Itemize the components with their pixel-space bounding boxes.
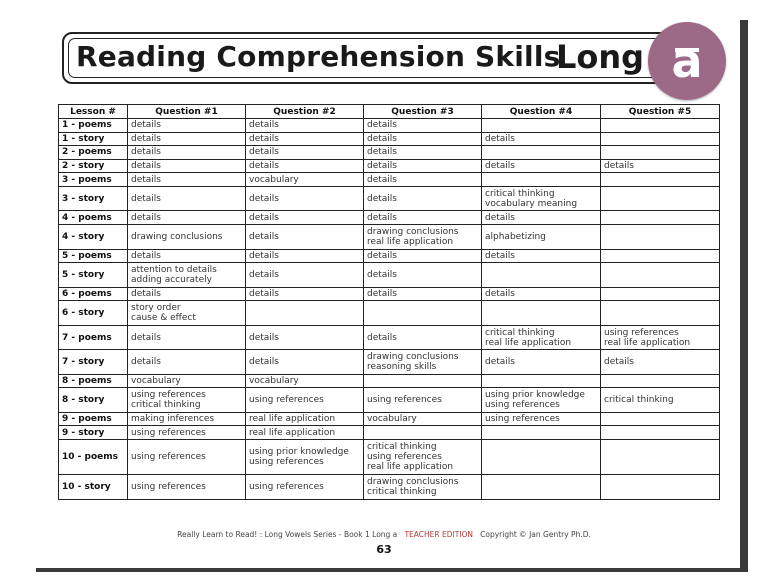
skill-text: using references [367,395,442,406]
skill-text: details [367,120,397,131]
question-cell [482,159,601,173]
skill-text: details [249,288,279,299]
skill-text: details [131,133,161,144]
question-cell [601,301,720,326]
skill-text: alphabetizing [485,231,546,242]
lesson-cell: 9 - story [59,426,128,440]
question-cell [128,287,246,301]
skill-text: critical thinking [367,486,437,497]
question-cell [601,159,720,173]
skill-text: details [485,161,515,172]
question-cell [601,263,720,288]
table-row [59,475,720,500]
question-cell [128,426,246,440]
question-cell [482,374,601,388]
footer-credits [0,530,768,539]
footer-edition: TEACHER EDITION [404,530,473,539]
question-cell [246,374,364,388]
skill-text: critical thinking [604,395,674,406]
question-cell [246,211,364,225]
skill-text: details [249,120,279,131]
question-cell [246,325,364,350]
skill-text: using references [131,452,206,463]
question-cell [128,263,246,288]
question-cell [482,263,601,288]
question-cell [128,132,246,146]
question-cell [128,440,246,475]
question-cell [601,249,720,263]
skill-text: details [485,288,515,299]
lesson-cell: 7 - story [59,350,128,375]
skill-text: details [249,212,279,223]
skill-text: details [249,147,279,158]
skill-text: details [249,161,279,172]
skill-text: using references [131,390,206,401]
skill-text: details [131,250,161,261]
column-header: Question #4 [482,105,601,119]
lesson-cell: 4 - poems [59,211,128,225]
skill-text: using references [604,327,679,338]
question-cell [482,119,601,133]
question-cell [364,211,482,225]
question-cell [364,132,482,146]
skill-text: vocabulary [249,376,299,387]
question-cell [246,440,364,475]
question-cell [128,475,246,500]
skill-text: vocabulary meaning [485,198,578,209]
table-row [59,211,720,225]
table-row [59,132,720,146]
question-cell [364,440,482,475]
question-cell [128,412,246,426]
skill-text: using references [485,400,560,411]
lesson-cell: 7 - poems [59,325,128,350]
table-row [59,263,720,288]
skill-text: details [367,161,397,172]
skill-text: using prior knowledge [249,447,349,458]
table-row [59,146,720,160]
skill-text: real life application [249,427,336,438]
question-cell [482,186,601,211]
table-row [59,249,720,263]
question-cell [246,159,364,173]
question-cell [482,440,601,475]
table-row [59,440,720,475]
question-cell [601,173,720,187]
question-cell [246,350,364,375]
question-cell [128,211,246,225]
question-cell [246,173,364,187]
question-cell [482,350,601,375]
question-cell [246,426,364,440]
skill-text: details [249,250,279,261]
skill-text: real life application [367,462,454,473]
table-row [59,325,720,350]
lesson-cell: 9 - poems [59,412,128,426]
lesson-cell: 1 - story [59,132,128,146]
question-cell [601,119,720,133]
question-cell [128,301,246,326]
question-cell [364,263,482,288]
table-row [59,388,720,413]
question-cell [128,374,246,388]
skill-text: drawing conclusions [367,476,459,487]
skill-text: details [367,250,397,261]
question-cell [128,159,246,173]
column-header: Question #1 [128,105,246,119]
column-header: Question #3 [364,105,482,119]
table-body [59,119,720,500]
skill-text: vocabulary [249,174,299,185]
skill-text: details [249,269,279,280]
skill-text: details [131,288,161,299]
table-row [59,119,720,133]
skill-text: drawing conclusions [367,226,459,237]
skill-text: using references [249,395,324,406]
question-cell [364,225,482,250]
question-cell [246,412,364,426]
question-cell [364,412,482,426]
skill-text: making inferences [131,414,215,425]
skill-text: details [249,357,279,367]
skill-text: details [367,133,397,144]
skill-text: vocabulary [367,414,417,425]
question-cell [482,146,601,160]
lesson-cell: 2 - poems [59,146,128,160]
skill-text: details [131,161,161,172]
skill-text: details [131,212,161,223]
question-cell [128,173,246,187]
question-cell [246,287,364,301]
skill-text: details [131,332,161,343]
lesson-cell: 5 - story [59,263,128,288]
skill-text: using references [485,414,560,425]
question-cell [482,132,601,146]
question-cell [601,440,720,475]
question-cell [364,388,482,413]
question-cell [128,146,246,160]
table-row [59,412,720,426]
question-cell [364,173,482,187]
lesson-cell: 3 - story [59,186,128,211]
skill-text: details [367,147,397,158]
question-cell [601,225,720,250]
skill-text: details [367,269,397,280]
question-cell [482,211,601,225]
column-header: Lesson # [59,105,128,119]
question-cell [128,350,246,375]
skill-text: critical thinking [367,442,437,453]
skill-text: details [604,161,634,172]
question-cell [246,186,364,211]
skill-text: drawing conclusions [131,231,223,242]
lesson-cell: 8 - story [59,388,128,413]
question-cell [601,374,720,388]
skill-text: details [604,357,634,367]
skill-text: details [249,231,279,242]
question-cell [246,146,364,160]
skill-text: using references [131,481,206,492]
skill-text: details [485,357,515,367]
question-cell [364,249,482,263]
question-cell [364,287,482,301]
skill-text: details [367,212,397,223]
skill-text: details [485,133,515,144]
question-cell [246,249,364,263]
question-cell [601,475,720,500]
skill-text: critical thinking [131,400,201,411]
skill-text: reasoning skills [367,362,437,372]
question-cell [364,325,482,350]
lesson-cell: 6 - poems [59,287,128,301]
skill-text: details [367,332,397,343]
table-row [59,374,720,388]
skill-text: details [131,357,161,367]
question-cell [601,388,720,413]
question-cell [601,186,720,211]
table-header-row [59,105,720,119]
question-cell [482,388,601,413]
question-cell [128,249,246,263]
question-cell [364,350,482,375]
skill-text: details [249,332,279,343]
lesson-cell: 5 - poems [59,249,128,263]
question-cell [601,412,720,426]
skill-text: real life application [604,337,691,348]
skill-text: adding accurately [131,274,212,285]
question-cell [601,146,720,160]
table-row [59,287,720,301]
table-row [59,225,720,250]
skills-table [58,104,720,500]
question-cell [601,325,720,350]
question-cell [364,159,482,173]
question-cell [128,325,246,350]
question-cell [246,475,364,500]
skill-text: using references [367,452,442,463]
table-row [59,301,720,326]
skill-text: using references [249,457,324,468]
question-cell [364,301,482,326]
skill-text: vocabulary [131,376,181,387]
question-cell [128,119,246,133]
question-cell [601,350,720,375]
page-title: Reading Comprehension Skills [76,40,561,73]
lesson-cell: 6 - story [59,301,128,326]
question-cell [601,426,720,440]
question-cell [128,388,246,413]
table-row [59,186,720,211]
long-a-badge [648,22,726,100]
skill-text: using references [249,481,324,492]
question-cell [246,263,364,288]
question-cell [482,426,601,440]
skill-text: details [367,288,397,299]
skill-text: using prior knowledge [485,390,585,401]
question-cell [482,412,601,426]
lesson-cell: 3 - poems [59,173,128,187]
badge-letter: a [671,34,703,88]
skill-text: using references [131,427,206,438]
question-cell [482,325,601,350]
skill-text: real life application [485,337,572,348]
question-cell [246,225,364,250]
skill-text: details [131,147,161,158]
skill-text: story order [131,303,181,313]
skill-text: real life application [249,414,336,425]
page-number: 63 [376,543,392,556]
question-cell [364,475,482,500]
column-header: Question #2 [246,105,364,119]
question-cell [601,211,720,225]
question-cell [364,146,482,160]
skill-text: cause & effect [131,313,196,323]
table-row [59,173,720,187]
lesson-cell: 4 - story [59,225,128,250]
footer-series: Really Learn to Read! : Long Vowels Series - Book 1 Long a [177,530,398,539]
column-header: Question #5 [601,105,720,119]
vowel-label: Long [556,38,645,76]
skill-text: details [131,120,161,131]
table-row [59,426,720,440]
question-cell [364,374,482,388]
question-cell [246,132,364,146]
question-cell [128,225,246,250]
question-cell [364,119,482,133]
question-cell [482,287,601,301]
question-cell [482,225,601,250]
skill-text: critical thinking [485,327,555,338]
skill-text: attention to details [131,264,217,275]
lesson-cell: 1 - poems [59,119,128,133]
question-cell [128,186,246,211]
skill-text: critical thinking [485,188,555,199]
skill-text: details [131,193,161,204]
question-cell [601,132,720,146]
question-cell [482,249,601,263]
question-cell [246,119,364,133]
question-cell [482,301,601,326]
question-cell [601,287,720,301]
question-cell [364,426,482,440]
table-row [59,159,720,173]
table-row [59,350,720,375]
question-cell [364,186,482,211]
skill-text: details [485,212,515,223]
question-cell [482,173,601,187]
question-cell [246,301,364,326]
skill-text: details [485,250,515,261]
question-cell [246,388,364,413]
skill-text: details [367,193,397,204]
skill-text: details [131,174,161,185]
skill-text: real life application [367,236,454,247]
lesson-cell: 10 - poems [59,440,128,475]
lesson-cell: 2 - story [59,159,128,173]
skill-text: details [367,174,397,185]
skill-text: drawing conclusions [367,352,459,362]
skill-text: details [249,133,279,144]
lesson-cell: 8 - poems [59,374,128,388]
skill-text: details [249,193,279,204]
footer-copyright: Copyright © Jan Gentry Ph.D. [480,530,591,539]
lesson-cell: 10 - story [59,475,128,500]
question-cell [482,475,601,500]
